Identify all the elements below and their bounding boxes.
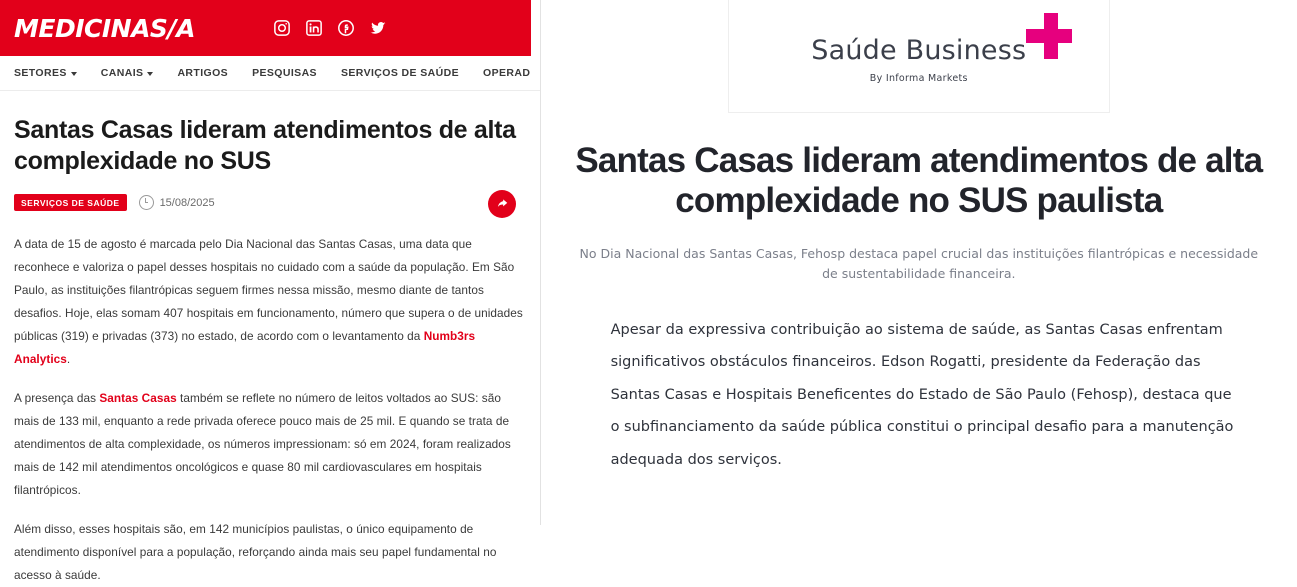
nav-item-canais[interactable] xyxy=(101,67,154,79)
nav-item-artigos[interactable] xyxy=(177,67,228,79)
publication-logo[interactable] xyxy=(811,29,1026,84)
facebook-icon[interactable] xyxy=(337,19,355,37)
paragraph-text: A presença das xyxy=(14,391,100,405)
article-paragraph xyxy=(14,387,526,502)
clock-icon xyxy=(139,195,154,210)
site-header xyxy=(0,0,540,56)
article-meta xyxy=(14,194,526,211)
medicinasa-article-panel xyxy=(0,0,541,582)
nav-item-label: PESQUISAS xyxy=(252,67,317,79)
social-links xyxy=(273,19,387,37)
page-title: Santas Casas lideram atendimentos de alta complexidade no SUS paulista xyxy=(575,141,1263,221)
article-container xyxy=(0,91,540,587)
medical-cross-icon xyxy=(1026,13,1074,61)
publication-byline: By Informa Markets xyxy=(869,72,968,84)
share-button[interactable] xyxy=(488,190,516,218)
article-paragraph xyxy=(14,518,526,587)
page-title: Santas Casas lideram atendimentos de alta complexidade no SUS xyxy=(14,116,516,175)
nav-item-setores[interactable] xyxy=(14,67,77,79)
nav-item-operadoras[interactable] xyxy=(483,67,530,79)
header-spacer xyxy=(531,0,540,56)
main-navigation xyxy=(0,56,540,91)
inline-link-santas-casas[interactable]: Santas Casas xyxy=(99,391,177,405)
paragraph-text: Além disso, esses hospitais são, em 142 municípios paulistas, o único equipamento de atendimento disponível para a população, reforçando ainda mais seu papel fundamental no acesso à saúde. xyxy=(14,522,497,582)
twitter-icon[interactable] xyxy=(369,19,387,37)
publication-logo-block xyxy=(728,0,1110,113)
nav-item-servicos-de-saude[interactable] xyxy=(341,67,459,79)
nav-item-label: OPERAD xyxy=(483,67,531,79)
nav-item-pesquisas[interactable] xyxy=(252,67,317,79)
article-body xyxy=(611,314,1237,477)
paragraph-text: A data de 15 de agosto é marcada pelo Dia Nacional das Santas Casas, uma data que reconhece e valoriza o papel desses hospitais no cuidado com a saúde da população. Em São Paulo, as instituições filantrópicas seguem firmes nessa missão, mesmo diante de tantos desafios. Hoje, elas somam 407 hospitais em funcionamento, número que supera o de unidades públicas (319) e privadas (373) no estado, de acordo com o levantamento da xyxy=(14,237,523,343)
share-icon xyxy=(495,197,509,211)
nav-item-label: ARTIGOS xyxy=(177,67,229,79)
chevron-down-icon xyxy=(147,72,153,76)
publish-date xyxy=(139,195,215,210)
nav-item-label: CANAIS xyxy=(100,67,144,79)
article-body xyxy=(14,233,526,587)
nav-item-label: SETORES xyxy=(14,67,67,79)
article-paragraph: Apesar da expressiva contribuição ao sistema de saúde, as Santas Casas enfrentam significativos obstáculos financeiros. Edson Rogatti, presidente da Federação das Santas Casas e Hospitais Beneficentes do Estado de São Paulo (Fehosp), destaca que o subfinanciamento da saúde pública constitui o principal desafio para a manutenção adequada dos serviços. xyxy=(610,321,1234,468)
paragraph-text: . xyxy=(66,352,71,366)
publish-date-text: 15/08/2025 xyxy=(159,196,215,209)
inline-link-numb3rs-analytics[interactable]: Numb3rs Analytics xyxy=(14,329,476,366)
publication-name: Saúde Business xyxy=(811,34,1027,66)
category-badge[interactable]: SERVIÇOS DE SAÚDE xyxy=(14,194,127,211)
site-logo[interactable]: MEDICINAS/A xyxy=(14,13,195,43)
linkedin-icon[interactable] xyxy=(305,19,323,37)
chevron-down-icon xyxy=(71,72,77,76)
article-standfirst: No Dia Nacional das Santas Casas, Fehosp destaca papel crucial das instituições filantrópicas e necessidade de sustentabilidade financeira. xyxy=(579,245,1259,281)
instagram-icon[interactable] xyxy=(273,19,291,37)
nav-item-label: SERVIÇOS DE SAÚDE xyxy=(340,67,460,79)
paragraph-text: também se reflete no número de leitos voltados ao SUS: são mais de 133 mil, enquanto a rede privada oferece pouco mais de 25 mil. E quando se trata de atendimentos de alta complexidade, os números impressionam: só em 2024, foram realizados mais de 142 mil atendimentos oncológicos e quase 80 mil cardiovasculares em hospitais filantrópicos. xyxy=(14,391,511,497)
saude-business-article-panel xyxy=(541,0,1297,525)
article-paragraph xyxy=(14,233,526,371)
